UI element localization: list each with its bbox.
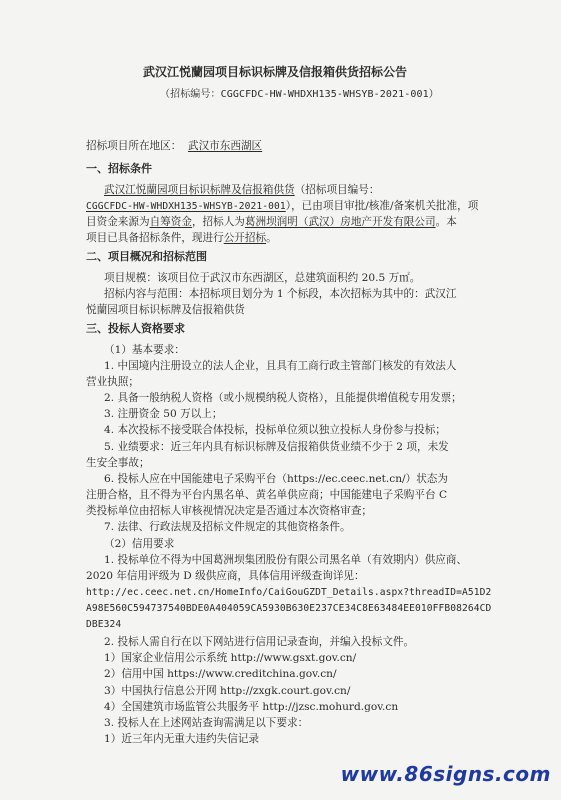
credit-url-line-3: DBE324: [86, 619, 122, 630]
credit-url-line-2: A98E560C594737540BDE0A404059CA5930B630E237CE34C8E63484EE010FFB08264CD: [86, 603, 492, 614]
funding-source: 自筹资金: [149, 216, 192, 228]
requirement-7: 7. 法律、行政法规及招标文件规定的其他资格条件。: [104, 521, 351, 533]
sec1-line-3-text-a: 目资金来源为: [86, 216, 150, 228]
section-3-heading: 三、投标人资格要求: [86, 322, 185, 335]
sec1-line-4-text-a: 项目已具备招标条件，现进行: [86, 232, 224, 244]
credit-site-4: 4）全国建筑市场监管公共服务平 http://jzsc.mohurd.gov.cn: [104, 701, 399, 713]
sec1-line-2: [86, 199, 478, 214]
sec1-line-2-text: ），已由项目审批/核准/备案机关批准，项: [285, 200, 479, 212]
section-1-heading: 一、招标条件: [86, 162, 152, 175]
location-label: 招标项目所在地区：: [86, 140, 182, 152]
sec1-line-4-text-b: 。: [266, 232, 277, 244]
requirement-6a: 6. 投标人应在中国能建电子采购平台（https://ec.ceec.net.cn/）状态为: [104, 473, 448, 485]
tender-number: （招标编号：CGGCFDC-HW-WHDXH135-WHSYB-2021-001）: [160, 89, 439, 100]
requirement-1b: 营业执照；: [86, 376, 139, 388]
credit-2: 2. 投标人需自行在以下网站进行信用记录查询，并编入投标文件。: [104, 636, 415, 648]
requirement-5a: 5. 业绩要求：近三年内具有标识标牌及信报箱供货业绩不少于 2 项，未发: [104, 441, 449, 453]
requirement-3: 3. 注册资金 50 万以上；: [104, 408, 223, 420]
sec1-line-1: [104, 183, 379, 197]
requirement-6c: 类投标单位由招标人审核视情况决定是否通过本次资格审查；: [86, 505, 373, 517]
location-value: 武汉市东西湖区: [188, 140, 263, 152]
credit-site-1: 1）国家企业信用公示系统 http://www.gsxt.gov.cn/: [104, 652, 357, 664]
requirement-6b: 注册合格，且不得为平台内黑名单、黄名单供应商；中国能建电子采购平台 C: [86, 489, 448, 501]
requirement-2: 2. 具备一般纳税人资格（或小规模纳税人资格），且能提供增值税专用发票；: [104, 392, 462, 404]
tender-method: 公开招标: [223, 232, 267, 244]
basic-requirements-heading: （1）基本要求：: [104, 344, 185, 356]
sec1-line-3: [86, 215, 457, 229]
sec2-line-1: 项目规模：该项目位于武汉市东西湖区，总建筑面积约 20.5 万㎡。: [104, 272, 421, 284]
project-name: 武汉江悦蘭园项目标识标牌及信报箱供货: [104, 184, 295, 196]
credit-3: 3. 投标人在上述网站查询需满足以下要求：: [104, 717, 309, 729]
watermark: www.86signs.com: [340, 762, 551, 786]
requirement-5b: 生安全事故；: [86, 457, 150, 469]
section-2-heading: 二、项目概况和招标范围: [86, 250, 207, 263]
credit-1a: 1. 投标单位不得为中国葛洲坝集团股份有限公司黑名单（有效期内）供应商、: [104, 554, 468, 566]
credit-site-3: 3）中国执行信息公开网 http://zxgk.court.gov.cn/: [104, 685, 351, 697]
requirement-4: 4. 本次投标不接受联合体投标，投标单位须以独立投标人身份参与投标；: [104, 424, 446, 436]
sec1-line-3-text-c: 。本: [435, 216, 457, 228]
requirement-1a: 1. 中国境内注册设立的法人企业，且具有工商行政主管部门核发的有效法人: [104, 360, 457, 372]
credit-url-line-1: http://ec.ceec.net.cn/HomeInfo/CaiGouGZDT_Details.aspx?threadID=A51D2: [86, 587, 492, 598]
credit-requirements-heading: （2）信用要求: [104, 538, 175, 550]
credit-site-2: 2）信用中国 https://www.creditchina.gov.cn/: [104, 668, 337, 680]
credit-3-item-1: 1）近三年内无重大违约失信记录: [104, 733, 260, 745]
project-code: CGGCFDC-HW-WHDXH135-WHSYB-2021-001: [86, 201, 286, 212]
sec1-line-1-text: （招标项目编号：: [294, 184, 380, 196]
sec1-line-3-text-b: ，招标人为: [191, 216, 245, 228]
sec2-line-2: 招标内容与范围：本招标项目划分为 1 个标段，本次招标为其中的：武汉江: [104, 288, 457, 300]
tenderer-name: 葛洲坝润明（武汉）房地产开发有限公司: [244, 216, 436, 228]
document-title: 武汉江悦蘭园项目标识标牌及信报箱供货招标公告: [143, 65, 408, 79]
sec2-line-3: 悦蘭园项目标识标牌及信报箱供货: [86, 304, 245, 316]
sec1-line-4: [86, 231, 277, 245]
credit-1b: 2020 年信用评级为 D 级供应商，具体信用评级查询详见：: [86, 570, 365, 582]
